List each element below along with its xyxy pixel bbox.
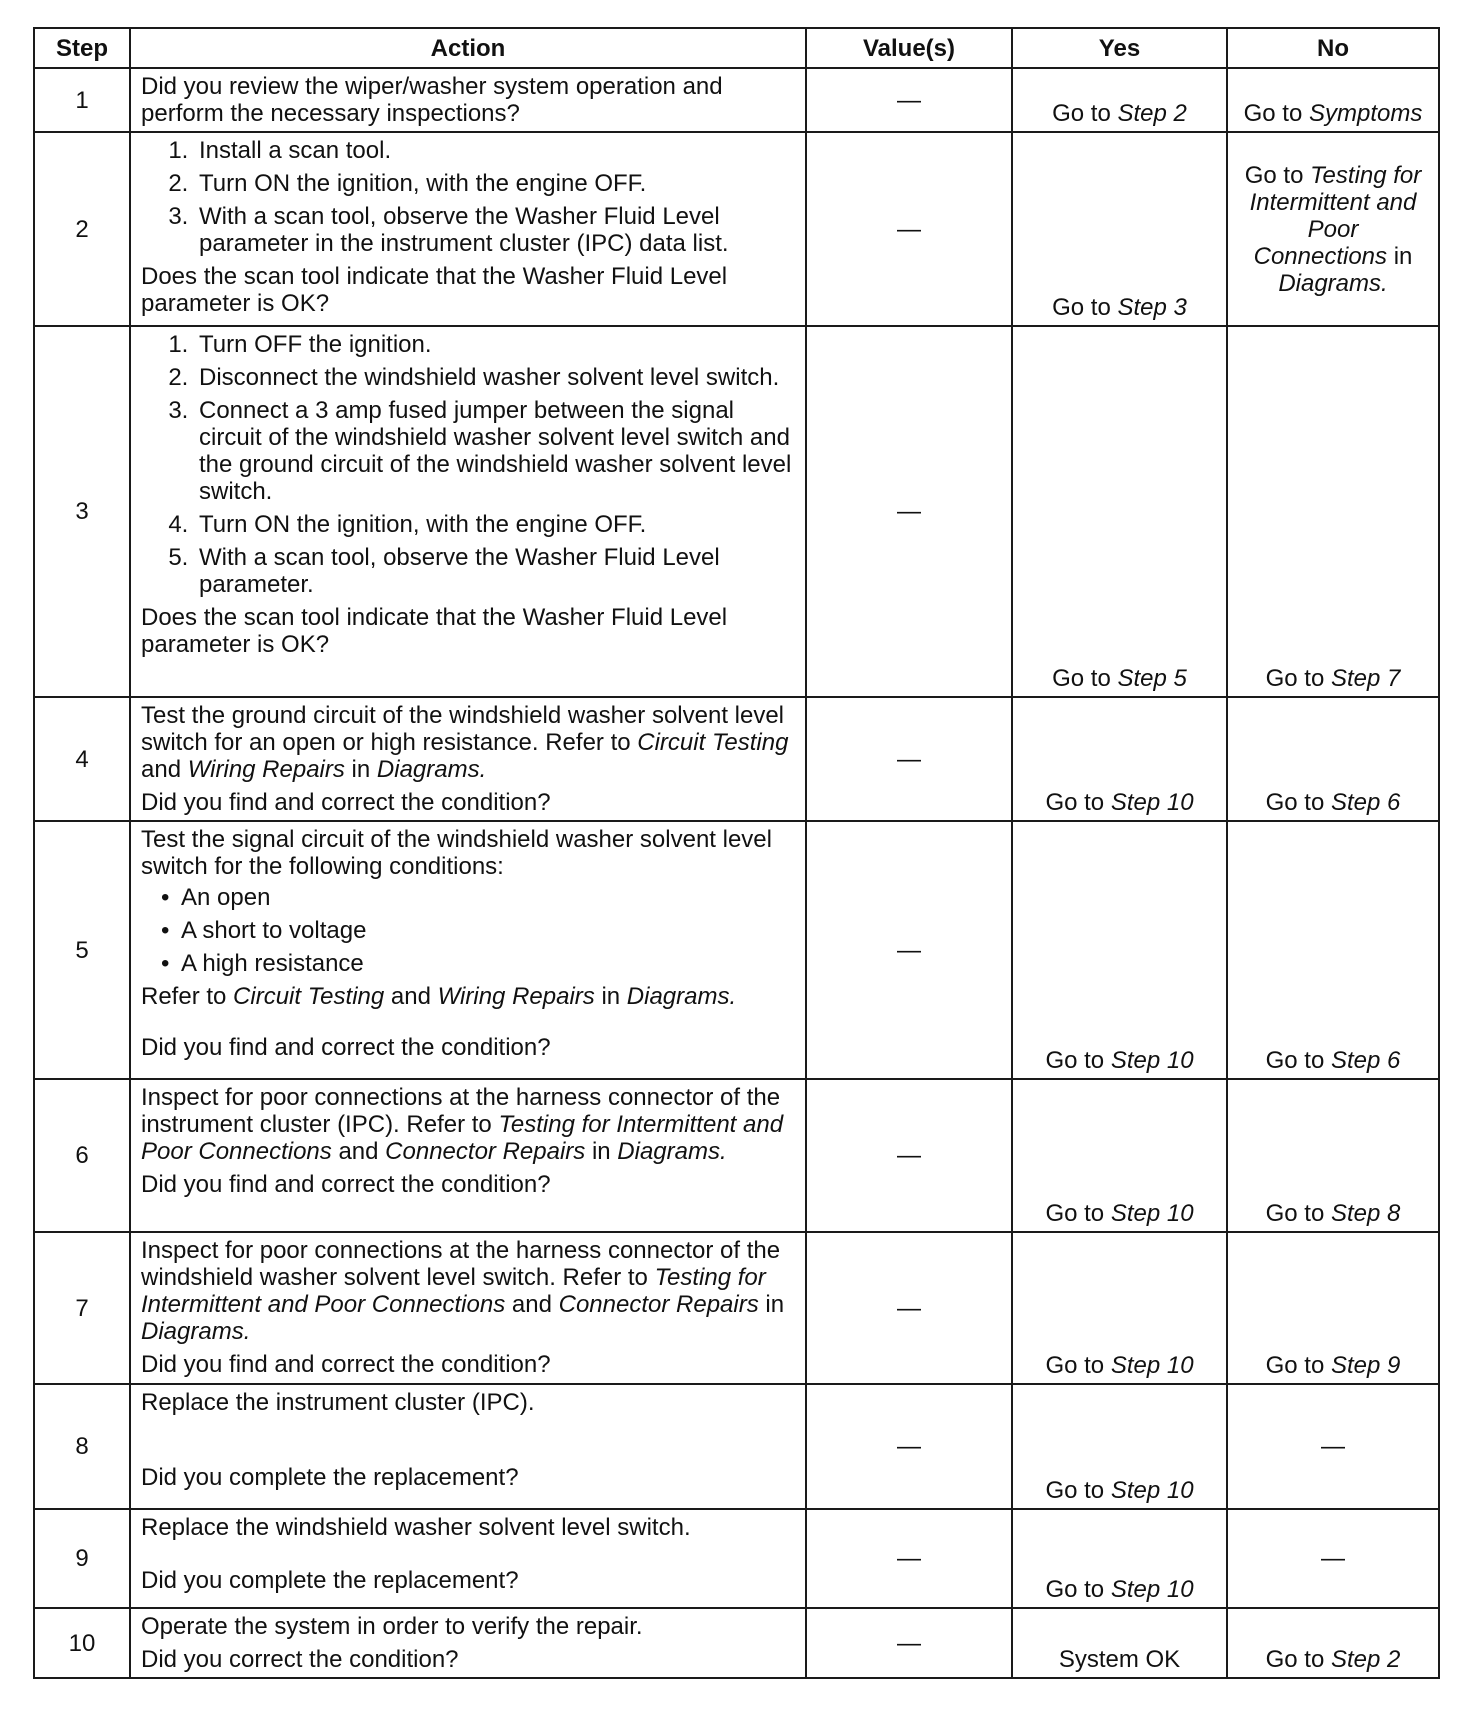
value-cell: — [806, 697, 1012, 821]
step-reference: Step 5 [1117, 665, 1187, 692]
value-cell: — [806, 132, 1012, 326]
table-row [34, 1232, 1439, 1384]
table-row [34, 68, 1439, 132]
yes-cell: Go to Step 10 [1012, 1509, 1227, 1608]
action-cell [130, 68, 806, 132]
header-no: No [1227, 28, 1439, 68]
substep: 4. Turn ON the ignition, with the engine OFF. [195, 511, 795, 538]
substep-list [141, 137, 795, 257]
substep: 1. Turn OFF the ignition. [195, 331, 795, 358]
symptoms-reference: Symptoms [1309, 100, 1423, 127]
document-reference: Diagrams. [1278, 269, 1388, 297]
step-reference: Step 2 [1117, 100, 1187, 127]
action-cell [130, 697, 806, 821]
table-row [34, 1608, 1439, 1678]
action-intro: Test the signal circuit of the windshield washer solvent level switch for the following conditions: [141, 826, 772, 880]
value-cell: — [806, 68, 1012, 132]
yes-cell: Go to Step 5 [1012, 326, 1227, 697]
table-row [34, 1079, 1439, 1232]
substep: 3. With a scan tool, observe the Washer Fluid Level parameter in the instrument cluster (IPC) data list. [195, 203, 795, 257]
step-number: 4 [34, 697, 130, 821]
action-cell [130, 326, 806, 697]
action-cell [130, 1232, 806, 1384]
yes-cell: Go to Step 10 [1012, 1232, 1227, 1384]
step-reference: Step 10 [1110, 1047, 1194, 1074]
no-cell: — [1227, 1509, 1439, 1608]
action-cell [130, 1608, 806, 1678]
no-cell: Go to Symptoms [1227, 68, 1439, 132]
action-question: Did you find and correct the condition? [141, 1351, 551, 1378]
table-row [34, 132, 1439, 326]
action-instruction: Test the ground circuit of the windshield washer solvent level switch for an open or high resistance. Refer to Circuit Testing and Wiring Repairs in Diagrams. [141, 702, 789, 783]
header-yes: Yes [1012, 28, 1227, 68]
condition-list [141, 884, 795, 977]
step-number: 9 [34, 1509, 130, 1608]
header-step: Step [34, 28, 130, 68]
step-reference: Step 10 [1110, 1352, 1194, 1379]
value-cell: — [806, 1079, 1012, 1232]
yes-cell: Go to Step 10 [1012, 697, 1227, 821]
header-action: Action [130, 28, 806, 68]
substep: 3. Connect a 3 amp fused jumper between the signal circuit of the windshield washer solvent level switch and the ground circuit of the windshield washer solvent level switch. [195, 397, 795, 505]
value-cell: — [806, 1608, 1012, 1678]
substep: 5. With a scan tool, observe the Washer Fluid Level parameter. [195, 544, 795, 598]
step-reference: Step 7 [1330, 665, 1401, 692]
yes-cell: Go to Step 10 [1012, 1079, 1227, 1232]
action-instruction: Inspect for poor connections at the harness connector of the instrument cluster (IPC). Refer to Testing for Intermittent and Poor Connections and Connector Repairs in Diagrams. [141, 1084, 784, 1165]
no-cell: Go to Step 2 [1227, 1608, 1439, 1678]
step-reference: Step 10 [1110, 1576, 1194, 1603]
value-cell: — [806, 326, 1012, 697]
step-reference: Step 6 [1330, 789, 1401, 816]
no-cell: Go to Testing for Intermittent and Poor Connections in Diagrams. [1227, 132, 1439, 326]
step-reference: Step 10 [1110, 789, 1194, 816]
substep: 1. Install a scan tool. [195, 137, 795, 164]
action-instruction: Refer to Circuit Testing and Wiring Repairs in Diagrams. [141, 983, 737, 1010]
value-cell: — [806, 1232, 1012, 1384]
action-cell [130, 1384, 806, 1509]
document-reference: Testing for Intermittent and Poor Connections [1249, 161, 1422, 270]
action-question: Did you review the wiper/washer system operation and perform the necessary inspections? [141, 73, 723, 127]
step-number: 1 [34, 68, 130, 132]
value-cell: — [806, 1509, 1012, 1608]
substep: 2. Disconnect the windshield washer solvent level switch. [195, 364, 795, 391]
action-question: Does the scan tool indicate that the Washer Fluid Level parameter is OK? [141, 604, 728, 658]
action-instruction: Replace the windshield washer solvent level switch. [141, 1514, 691, 1541]
step-number: 2 [34, 132, 130, 326]
header-row [34, 28, 1439, 68]
yes-cell: Go to Step 2 [1012, 68, 1227, 132]
yes-cell: Go to Step 3 [1012, 132, 1227, 326]
list-item: • A short to voltage [181, 917, 795, 944]
no-cell: — [1227, 1384, 1439, 1509]
action-question: Did you find and correct the condition? [141, 1034, 551, 1061]
step-number: 3 [34, 326, 130, 697]
action-question: Did you complete the replacement? [141, 1567, 519, 1594]
header-values: Value(s) [806, 28, 1012, 68]
no-cell: Go to Step 7 [1227, 326, 1439, 697]
no-cell: Go to Step 8 [1227, 1079, 1439, 1232]
table-row [34, 326, 1439, 697]
table-row [34, 821, 1439, 1079]
yes-cell: System OK [1012, 1608, 1227, 1678]
action-cell [130, 1079, 806, 1232]
table-row [34, 697, 1439, 821]
step-reference: Step 10 [1110, 1477, 1194, 1504]
step-reference: Step 8 [1330, 1200, 1401, 1227]
action-cell [130, 132, 806, 326]
action-question: Does the scan tool indicate that the Washer Fluid Level parameter is OK? [141, 263, 728, 317]
action-cell [130, 821, 806, 1079]
yes-cell: Go to Step 10 [1012, 821, 1227, 1079]
no-cell: Go to Step 6 [1227, 821, 1439, 1079]
action-instruction: Operate the system in order to verify the repair. [141, 1613, 643, 1640]
step-number: 7 [34, 1232, 130, 1384]
action-question: Did you complete the replacement? [141, 1464, 519, 1491]
action-question: Did you find and correct the condition? [141, 1171, 551, 1198]
no-cell: Go to Step 6 [1227, 697, 1439, 821]
action-question: Did you find and correct the condition? [141, 789, 551, 816]
list-item: • An open [181, 884, 795, 911]
step-number: 8 [34, 1384, 130, 1509]
step-number: 6 [34, 1079, 130, 1232]
value-cell: — [806, 821, 1012, 1079]
step-reference: Step 6 [1330, 1047, 1401, 1074]
substep-list [141, 331, 795, 598]
step-reference: Step 3 [1117, 294, 1187, 321]
table-row [34, 1509, 1439, 1608]
action-instruction: Replace the instrument cluster (IPC). [141, 1389, 535, 1416]
action-cell [130, 1509, 806, 1608]
yes-cell: Go to Step 10 [1012, 1384, 1227, 1509]
list-item: • A high resistance [181, 950, 795, 977]
table-row [34, 1384, 1439, 1509]
step-number: 5 [34, 821, 130, 1079]
step-reference: Step 10 [1110, 1200, 1194, 1227]
substep: 2. Turn ON the ignition, with the engine OFF. [195, 170, 795, 197]
step-reference: Step 9 [1330, 1352, 1401, 1379]
step-number: 10 [34, 1608, 130, 1678]
diagnostic-table [33, 27, 1440, 1679]
action-instruction: Inspect for poor connections at the harness connector of the windshield washer solvent level switch. Refer to Testing for Intermittent and Poor Connections and Connector Repairs in Diagrams. [141, 1237, 785, 1345]
value-cell: — [806, 1384, 1012, 1509]
step-reference: Step 2 [1330, 1646, 1401, 1673]
no-cell: Go to Step 9 [1227, 1232, 1439, 1384]
action-question: Did you correct the condition? [141, 1646, 459, 1673]
